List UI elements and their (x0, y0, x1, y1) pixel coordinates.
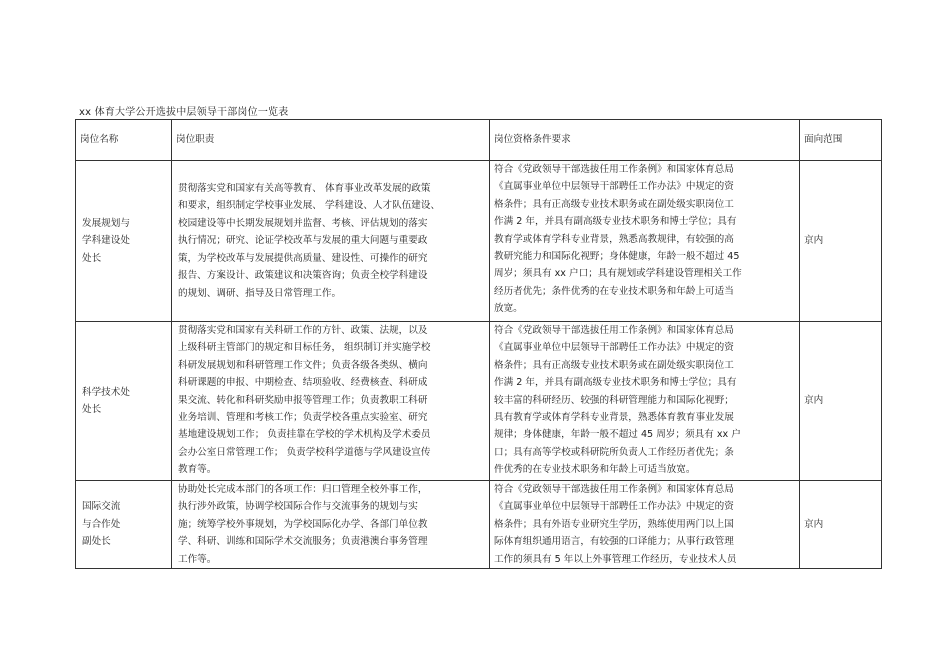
requirements-text: 符合《党政领导干部选拔任用工作条例》和国家体育总局 《直属事业单位中层领导干部聘任工作办法》中规定的资 格条件；具有正高级专业技术职务或在副处级实职岗位工 作满 2 年，并具有副高级专业技术职务和博士学位；具有 教育学或体育学科专业背景，熟悉高教规律，有较强的高 教研究能力和国际化视野；身体健康，年龄一般不超过 45 周岁；须具有 xx 户口；具有规划或学科建设管理相关工作 经历者优先；条件优秀的在专业技术职务和年龄上可适当 放宽。 (494, 164, 742, 315)
position-name-cell (76, 481, 172, 569)
positions-table (75, 119, 882, 569)
duties-cell (172, 481, 490, 569)
position-name: 发展规划与 学科建设处 处长 (82, 217, 130, 264)
document-title: xx 体育大学公开选拔中层领导干部岗位一览表 (79, 107, 289, 118)
header-duties: 岗位职责 (172, 120, 490, 161)
position-name-cell (76, 161, 172, 322)
requirements-cell (490, 481, 800, 569)
requirements-cell (490, 161, 800, 322)
header-requirements: 岗位资格条件要求 (490, 120, 800, 161)
duties-cell (172, 161, 490, 322)
position-name-cell (76, 322, 172, 481)
header-scope: 面向范围 (800, 120, 882, 161)
table-header-row (76, 120, 882, 161)
table-row (76, 161, 882, 322)
duties-text: 贯彻落实党和国家有关高等教育、 体育事业改革发展的政策 和要求，组织制定学校事业发展、 学科建设、人才队伍建设、 校园建设等中长期发展规划并监督、考核、评估规划的落实 执行情况；研究、论证学校改革与发展的重大问题与重要政 策，为学校改革与发展提供高质量、建设性、可操作的研究 报告、方案设计、政策建议和决策咨询；负责全校学科建设 的规划、调研、指导及日常管理工作。 (178, 183, 441, 299)
table-row (76, 322, 882, 481)
duties-text: 贯彻落实党和国家有关科研工作的方针、政策、法规，以及 上级科研主管部门的规定和目标任务， 组织制订并实施学校 科研发展规划和科研管理工作文件；负责各级各类纵、横向 科研课题的申报、中期检查、结项验收、经费核查、科研成 果交流、转化和科研奖励申报等管理工作；负责教职工科研 业务培训、管理和考核工作；负责学校各重点实验室、研究 基地建设规划工作； 负责挂靠在学校的学术机构及学术委员 会办公室日常管理工作； 负责学校科学道德与学风建设宣传 教育等。 (178, 325, 431, 476)
header-position-name: 岗位名称 (76, 120, 172, 161)
duties-cell (172, 322, 490, 481)
duties-text: 协助处长完成本部门的各项工作：归口管理全校外事工作， 执行涉外政策，协调学校国际合作与交流事务的规划与实 施；统筹学校外事规划，为学校国际化办学、各部门单位教 学、科研、训练和国际学术交流服务；负责港澳台事务管理 工作等。 (178, 484, 428, 565)
requirements-text: 符合《党政领导干部选拔任用工作条例》和国家体育总局 《直属事业单位中层领导干部聘任工作办法》中规定的资 格条件；具有正高级专业技术职务或在副处级实职岗位工 作满 2 年，并具有副高级专业技术职务和博士学位；具有 较丰富的科研经历、较强的科研管理能力和国际化视野； 具有教育学或体育学科专业背景，熟悉体育教育事业发展 规律；身体健康，年龄一般不超过 45 周岁；须具有 xx 户 口；具有高等学校或科研院所负责人工作经历者优先；条 件优秀的在专业技术职务和年龄上可适当放宽。 (494, 325, 741, 476)
position-name: 国际交流 与合作处 副处长 (82, 501, 121, 548)
position-name: 科学技术处 处长 (82, 386, 130, 415)
scope-cell: 京内 (800, 161, 882, 322)
scope-cell: 京内 (800, 481, 882, 569)
requirements-text: 符合《党政领导干部选拔任用工作条例》和国家体育总局 《直属事业单位中层领导干部聘任工作办法》中规定的资 格条件；具有外语专业研究生学历，熟练使用两门以上国 际体育组织通用语言，有较强的口译能力；从事行政管理 工作的须具有 5 年以上外事管理工作经历，专业技术人员 (494, 484, 737, 565)
requirements-cell (490, 322, 800, 481)
table-row (76, 481, 882, 569)
scope-cell: 京内 (800, 322, 882, 481)
